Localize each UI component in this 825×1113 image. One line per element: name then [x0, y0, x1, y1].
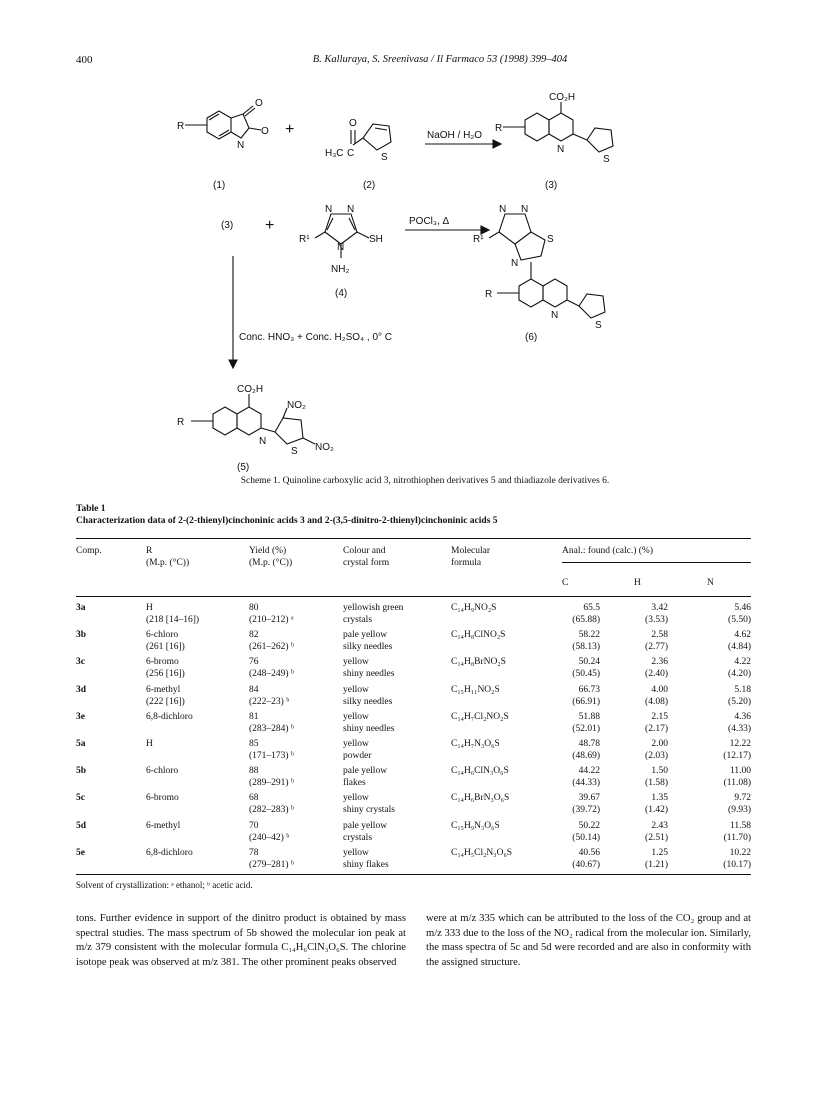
- cell-yield_mp: (279–281) ᵇ: [249, 859, 294, 870]
- compound-label-2: (2): [363, 180, 376, 191]
- cell-h: 2.36: [651, 657, 668, 668]
- reagent-nitration: Conc. HNO₃ + Conc. H₂SO₄ , 0° C: [239, 332, 393, 343]
- running-head: B. Kalluraya, S. Sreenivasa / Il Farmaco 53 (1998) 399–404: [312, 54, 568, 65]
- table-description: Characterization data of 2-(2-thienyl)cinchoninic acids 3 and 2-(3,5-dinitro-2-thienyl)cinchoninic acids 5: [76, 516, 498, 526]
- cell-yield: 76: [249, 657, 259, 668]
- cell-c_calc: (50.14): [572, 832, 600, 843]
- cell-c: 50.22: [578, 820, 600, 831]
- header-yield-sub: (M.p. (°C)): [249, 558, 293, 568]
- cell-colour: pale yellow: [343, 630, 388, 641]
- cell-colour: yellow: [343, 711, 369, 722]
- cell-comp: 5d: [76, 820, 87, 831]
- cell-form: shiny flakes: [343, 859, 389, 870]
- cell-n: 11.00: [729, 766, 751, 777]
- cell-c_calc: (58.13): [572, 642, 600, 653]
- cell-comp: 3c: [76, 657, 85, 668]
- atom-R1: R¹: [473, 234, 484, 245]
- compound-label-4: (4): [335, 288, 348, 299]
- cell-n_calc: (9.93): [728, 805, 751, 816]
- cell-formula: C₁₅H₉N₃O₆S: [451, 820, 500, 831]
- cell-r: 6-chloro: [146, 766, 179, 777]
- cell-yield: 68: [249, 793, 259, 804]
- table-bottom-rule: [76, 874, 751, 875]
- cell-yield_mp: (222–23) ᵇ: [249, 696, 290, 707]
- cell-comp: 3d: [76, 684, 87, 695]
- cell-n: 4.36: [734, 711, 751, 722]
- compound-label-5: (5): [237, 462, 250, 473]
- cell-n_calc: (5.20): [728, 696, 751, 707]
- atom-C: C: [347, 148, 355, 159]
- cell-c: 44.22: [578, 766, 600, 777]
- atom-O: O: [255, 98, 263, 109]
- atom-S: S: [547, 234, 554, 245]
- cell-yield: 84: [249, 684, 259, 695]
- atom-N: N: [325, 204, 333, 215]
- cell-n_calc: (5.50): [728, 615, 751, 625]
- cell-h: 2.58: [651, 630, 668, 641]
- cell-r: H: [146, 603, 153, 613]
- cell-h_calc: (1.42): [645, 805, 668, 816]
- cell-r_mp: (256 [16]): [146, 669, 185, 680]
- cell-r: 6,8-dichloro: [146, 847, 193, 858]
- cell-n_calc: (4.20): [728, 669, 751, 680]
- cell-h_calc: (1.21): [645, 859, 668, 870]
- cell-yield: 81: [249, 711, 259, 722]
- cell-c: 65.5: [583, 603, 600, 613]
- cell-n_calc: (4.33): [728, 723, 751, 734]
- header-formula-sub: formula: [451, 558, 482, 568]
- atom-S: S: [595, 320, 602, 331]
- cell-colour: pale yellow: [343, 820, 388, 831]
- cell-form: crystals: [343, 615, 373, 625]
- cell-n: 12.22: [729, 739, 751, 749]
- atom-R: R: [495, 123, 503, 134]
- atom-N: N: [551, 310, 559, 321]
- atom-R: R: [177, 417, 185, 428]
- cell-formula: C₁₄H₅Cl₂N₃O₆S: [451, 847, 513, 858]
- cell-n: 4.22: [734, 657, 751, 668]
- cell-formula: C₁₄H₇N₃O₆S: [451, 739, 500, 749]
- compound-label-3: (3): [545, 180, 558, 191]
- cell-h_calc: (1.58): [645, 778, 668, 789]
- cell-yield_mp: (210–212) ᵃ: [249, 615, 294, 625]
- cell-form: shiny needles: [343, 723, 395, 734]
- cell-c_calc: (44.33): [572, 778, 600, 789]
- atom-N: N: [557, 144, 565, 155]
- cell-colour: pale yellow: [343, 766, 388, 777]
- cell-comp: 3a: [76, 603, 86, 613]
- atom-N: N: [499, 204, 507, 215]
- cell-c_calc: (66.91): [572, 696, 600, 707]
- cell-comp: 5e: [76, 847, 85, 858]
- compound-label-6: (6): [525, 332, 538, 343]
- cell-n: 5.18: [734, 684, 751, 695]
- cell-r: 6-bromo: [146, 793, 179, 804]
- cell-yield_mp: (289–291) ᵇ: [249, 778, 294, 789]
- compound-label-3b: (3): [221, 220, 234, 231]
- page-number: 400: [76, 54, 93, 66]
- cell-r_mp: (222 [16]): [146, 696, 185, 707]
- cell-c: 66.73: [578, 684, 600, 695]
- cell-yield_mp: (261–262) ᵇ: [249, 642, 294, 653]
- cell-r: 6-methyl: [146, 820, 181, 831]
- reaction-scheme: [175, 90, 655, 480]
- header-r: R: [146, 546, 153, 556]
- atom-O: O: [261, 126, 269, 137]
- header-r-sub: (M.p. (°C)): [146, 558, 190, 568]
- cell-formula: C₁₄H₉NO₂S: [451, 603, 497, 613]
- cell-c: 39.67: [578, 793, 600, 804]
- cell-n: 11.58: [729, 820, 751, 831]
- reagent-pocl3: POCl₃, Δ: [409, 216, 450, 227]
- header-colour: Colour and: [343, 546, 386, 556]
- atom-N: N: [337, 242, 345, 253]
- anal-rule: [562, 562, 751, 563]
- cell-n_calc: (4.84): [728, 642, 751, 653]
- table-top-rule: [76, 538, 751, 539]
- cell-comp: 3e: [76, 711, 85, 722]
- header-colour-sub: crystal form: [343, 558, 390, 568]
- cell-n_calc: (10.17): [723, 859, 751, 870]
- cell-form: silky needles: [343, 696, 393, 707]
- table-header-rule: [76, 596, 751, 597]
- atom-N: N: [259, 436, 267, 447]
- compound-label-1: (1): [213, 180, 226, 191]
- cell-yield_mp: (248–249) ᵇ: [249, 669, 294, 680]
- cell-colour: yellow: [343, 847, 369, 858]
- cell-c_calc: (39.72): [572, 805, 600, 816]
- cell-c_calc: (65.88): [572, 615, 600, 625]
- cell-r: 6,8-dichloro: [146, 711, 193, 722]
- cell-h: 2.00: [651, 739, 668, 749]
- cell-r: H: [146, 739, 153, 749]
- cell-c_calc: (50.45): [572, 669, 600, 680]
- cell-h: 3.42: [651, 603, 668, 613]
- atom-R1: R¹: [299, 234, 310, 245]
- compound-1-structure: [185, 106, 261, 139]
- atom-N: N: [237, 140, 245, 151]
- cell-colour: yellow: [343, 657, 369, 668]
- atom-N: N: [347, 204, 355, 215]
- header-yield: Yield (%): [249, 546, 287, 556]
- plus-sign: +: [285, 121, 295, 138]
- cell-c_calc: (40.67): [572, 859, 600, 870]
- cell-n_calc: (11.08): [723, 778, 751, 789]
- cell-form: powder: [343, 751, 372, 761]
- header-comp: Comp.: [76, 546, 102, 556]
- cell-h_calc: (2.51): [645, 832, 668, 843]
- cell-h_calc: (2.17): [645, 723, 668, 734]
- cell-n: 9.72: [734, 793, 751, 804]
- cell-h: 2.43: [651, 820, 668, 831]
- cell-h: 2.15: [651, 711, 668, 722]
- cell-form: shiny needles: [343, 669, 395, 680]
- cell-h_calc: (3.53): [645, 615, 668, 625]
- cell-h: 1.25: [651, 847, 668, 858]
- atom-O: O: [349, 118, 357, 129]
- cell-yield_mp: (282–283) ᵇ: [249, 805, 294, 816]
- compound-6-structure: [489, 214, 605, 318]
- cell-colour: yellowish green: [343, 603, 404, 613]
- atom-S: S: [291, 446, 298, 457]
- cell-yield: 78: [249, 847, 259, 858]
- atom-S: S: [603, 154, 610, 165]
- cell-c_calc: (52.01): [572, 723, 600, 734]
- scheme-caption: Scheme 1. Quinoline carboxylic acid 3, nitrothiophen derivatives 5 and thiadiazole derivatives 6.: [240, 476, 610, 486]
- cell-formula: C₁₄H₆ClN₃O₆S: [451, 766, 509, 777]
- atom-NO2: NO₂: [287, 400, 306, 411]
- cell-c: 48.78: [578, 739, 600, 749]
- cell-c: 40.56: [578, 847, 600, 858]
- cell-c: 58.22: [578, 630, 600, 641]
- cell-h: 4.00: [651, 684, 668, 695]
- cell-formula: C₁₅H₁₁NO₂S: [451, 684, 500, 695]
- cell-colour: yellow: [343, 739, 369, 749]
- atom-CO2H: CO₂H: [237, 384, 264, 395]
- header-formula: Molecular: [451, 546, 491, 556]
- header-c: C: [562, 578, 569, 588]
- cell-r: 6-methyl: [146, 684, 181, 695]
- cell-r_mp: (261 [16]): [146, 642, 185, 653]
- table-title: Table 1: [76, 504, 106, 514]
- cell-c_calc: (48.69): [572, 751, 600, 761]
- atom-H3C: H₃C: [325, 148, 344, 159]
- cell-n_calc: (12.17): [723, 751, 751, 761]
- cell-form: silky needles: [343, 642, 393, 653]
- cell-n: 5.46: [734, 603, 751, 613]
- cell-comp: 5a: [76, 739, 86, 749]
- atom-N: N: [511, 258, 519, 269]
- cell-yield_mp: (283–284) ᵇ: [249, 723, 294, 734]
- cell-yield: 85: [249, 739, 259, 749]
- cell-formula: C₁₄H₈BrNO₂S: [451, 657, 506, 668]
- cell-r_mp: (218 [14–16]): [146, 615, 200, 625]
- atom-NH2: NH₂: [331, 264, 350, 275]
- cell-yield_mp: (240–42) ᵇ: [249, 832, 290, 843]
- cell-c: 50.24: [578, 657, 600, 668]
- arrow-head: [481, 226, 489, 234]
- atom-R: R: [485, 289, 493, 300]
- arrow-head: [229, 360, 237, 368]
- cell-h_calc: (2.40): [645, 669, 668, 680]
- atom-CO2H: CO₂H: [549, 92, 576, 103]
- cell-yield: 70: [249, 820, 259, 831]
- cell-formula: C₁₄H₆BrN₃O₆S: [451, 793, 510, 804]
- cell-formula: C₁₄H₈ClNO₂S: [451, 630, 506, 641]
- cell-h_calc: (2.03): [645, 751, 668, 761]
- body-left-column: tons. Further evidence in support of the dinitro product is obtained by mass spectral studies. The mass spectrum of 5b showed the molecular ion peak at m/z 379 consistent with the molecular formula C₁₄H₆ClN₃O₆S. The chlorine isotope peak was observed at m/z 381. The other prominent peaks observed: [76, 913, 406, 968]
- header-h: H: [634, 578, 641, 588]
- cell-r: 6-chloro: [146, 630, 179, 641]
- compound-2-structure: [351, 124, 391, 150]
- atom-S: S: [381, 152, 388, 163]
- cell-h: 1.50: [651, 766, 668, 777]
- plus-sign: +: [265, 217, 275, 234]
- cell-form: flakes: [343, 778, 366, 789]
- cell-h_calc: (4.08): [645, 696, 668, 707]
- cell-yield: 82: [249, 630, 259, 641]
- header-n: N: [707, 578, 714, 588]
- cell-h_calc: (2.77): [645, 642, 668, 653]
- cell-n_calc: (11.70): [723, 832, 751, 843]
- arrow-head: [493, 140, 501, 148]
- cell-colour: yellow: [343, 793, 369, 804]
- cell-comp: 3b: [76, 630, 87, 641]
- cell-form: crystals: [343, 832, 373, 843]
- body-right-column: were at m/z 335 which can be attributed to the loss of the CO₂ group and at m/z 333 due to the loss of the NO₂ radical from the molecular ion. Similarly, the mass spectra of 5c and 5d were recorded and are also in conformity with the assigned structure.: [426, 913, 751, 968]
- atom-R: R: [177, 121, 185, 132]
- cell-formula: C₁₄H₇Cl₂NO₂S: [451, 711, 509, 722]
- cell-r: 6-bromo: [146, 657, 179, 668]
- cell-n: 4.62: [734, 630, 751, 641]
- atom-N: N: [521, 204, 529, 215]
- table-footnote: Solvent of crystallization: ᵃ ethanol; ᵇ acetic acid.: [76, 880, 253, 890]
- cell-yield: 88: [249, 766, 259, 777]
- header-anal: Anal.: found (calc.) (%): [562, 546, 654, 556]
- cell-yield_mp: (171–173) ᵇ: [249, 751, 294, 761]
- cell-colour: yellow: [343, 684, 369, 695]
- cell-h: 1.35: [651, 793, 668, 804]
- cell-comp: 5c: [76, 793, 85, 804]
- cell-comp: 5b: [76, 766, 87, 777]
- cell-n: 10.22: [729, 847, 751, 858]
- cell-form: shiny crystals: [343, 805, 395, 816]
- cell-c: 51.88: [578, 711, 600, 722]
- cell-yield: 80: [249, 603, 259, 613]
- atom-NO2: NO₂: [315, 442, 334, 453]
- atom-SH: SH: [369, 234, 383, 245]
- reagent-naoh: NaOH / H₂O: [427, 130, 482, 141]
